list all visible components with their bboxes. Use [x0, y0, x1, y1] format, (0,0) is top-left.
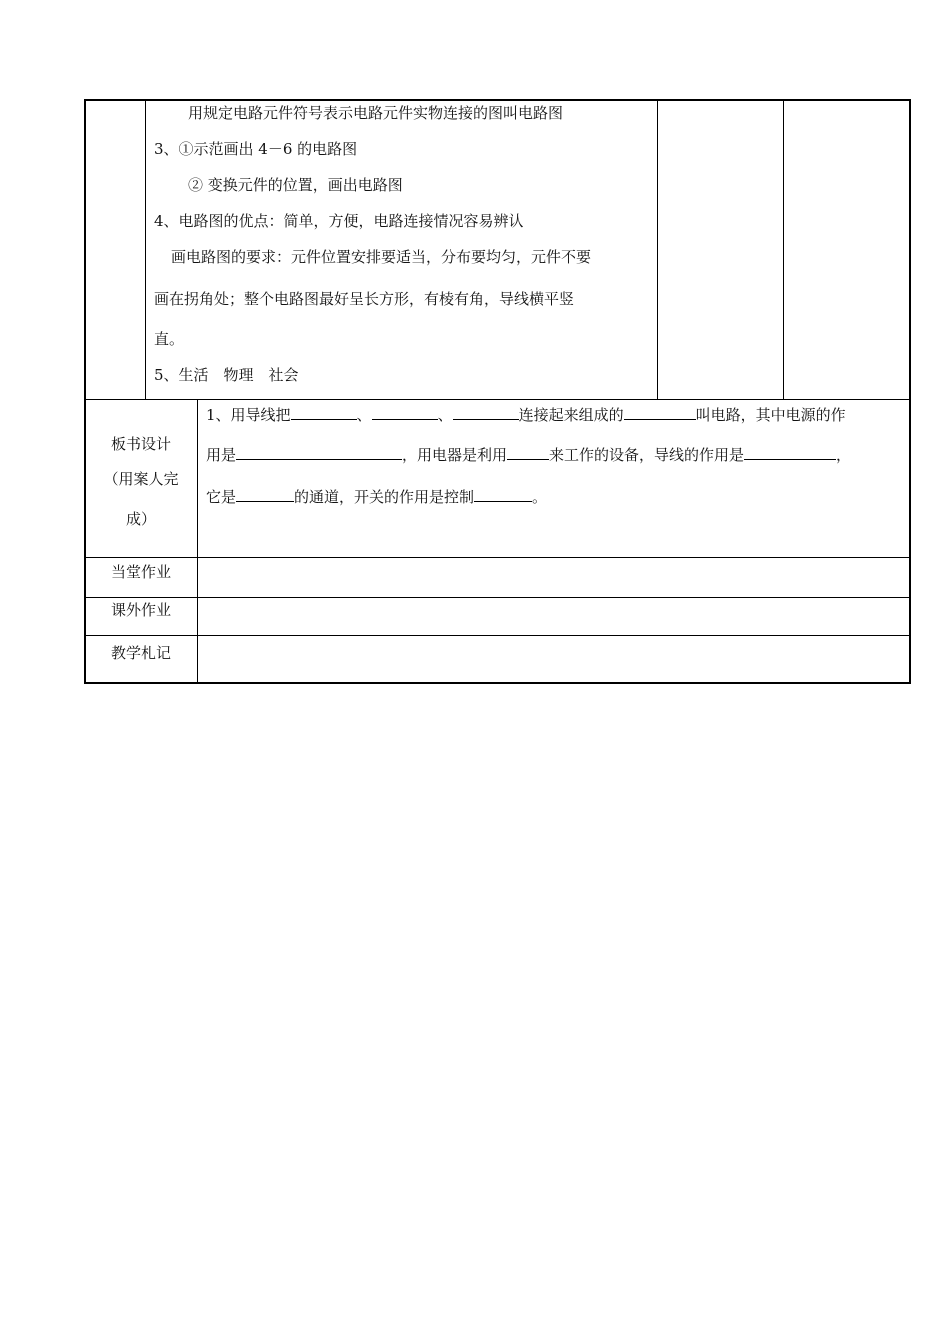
row-divider-upper — [84, 399, 911, 400]
board-line-2 — [206, 445, 851, 465]
fill-blank-2[interactable] — [372, 405, 438, 420]
fill-blank-3[interactable] — [453, 405, 519, 420]
homework-label: 课外作业 — [110, 601, 171, 619]
fill-blank-1[interactable] — [291, 405, 357, 420]
board-line-2-text-d: ， — [836, 446, 852, 464]
fill-blank-4[interactable] — [624, 405, 696, 420]
content-line-7: 直。 — [154, 330, 185, 348]
content-line-5: 画电路图的要求：元件位置安排要适当，分布要均匀，元件不要 — [171, 248, 592, 266]
row-divider-classwork — [84, 597, 911, 598]
board-line-1-text-e: 叫电路，其中电源的作 — [695, 406, 846, 424]
board-line-1-text-d: 连接起来组成的 — [518, 406, 624, 424]
board-line-1-text-c: 、 — [437, 406, 453, 424]
fill-blank-8[interactable] — [236, 487, 294, 502]
content-line-2: 3、①示范画出 4－6 的电路图 — [154, 140, 358, 158]
board-line-2-text-b: ，用电器是利用 — [402, 446, 508, 464]
board-line-3-text-c: 。 — [532, 488, 548, 506]
content-line-3: ② 变换元件的位置，画出电路图 — [188, 176, 403, 194]
row-divider-homework — [84, 635, 911, 636]
fill-blank-7[interactable] — [744, 445, 836, 460]
content-line-8: 5、生活 物理 社会 — [154, 366, 299, 384]
lower-col-divider — [197, 399, 198, 684]
board-design-label-3: 成） — [125, 510, 156, 528]
board-line-3-text-a: 它是 — [206, 488, 237, 506]
board-line-1-text-a: 1、用导线把 — [206, 406, 291, 424]
board-line-1-text-b: 、 — [356, 406, 372, 424]
board-line-1 — [206, 405, 846, 425]
notes-label: 教学札记 — [110, 644, 171, 662]
upper-col-divider-2 — [657, 99, 658, 399]
board-line-3 — [206, 487, 547, 507]
fill-blank-5[interactable] — [236, 445, 402, 460]
board-line-2-text-a: 用是 — [206, 446, 237, 464]
classwork-label: 当堂作业 — [110, 563, 171, 581]
fill-blank-9[interactable] — [474, 487, 532, 502]
board-design-label-1: 板书设计 — [110, 435, 171, 453]
upper-col-divider-3 — [783, 99, 784, 399]
board-design-label-2: （用案人完 — [103, 470, 179, 488]
row-divider-board — [84, 557, 911, 558]
content-line-6: 画在拐角处；整个电路图最好呈长方形，有棱有角，导线横平竖 — [154, 290, 575, 308]
upper-col-divider-1 — [145, 99, 146, 399]
board-line-3-text-b: 的通道，开关的作用是控制 — [294, 488, 475, 506]
fill-blank-6[interactable] — [507, 445, 549, 460]
content-line-4: 4、电路图的优点：简单，方便，电路连接情况容易辨认 — [154, 212, 524, 230]
board-line-2-text-c: 来工作的设备，导线的作用是 — [549, 446, 745, 464]
content-line-1: 用规定电路元件符号表示电路元件实物连接的图叫电路图 — [188, 104, 564, 122]
